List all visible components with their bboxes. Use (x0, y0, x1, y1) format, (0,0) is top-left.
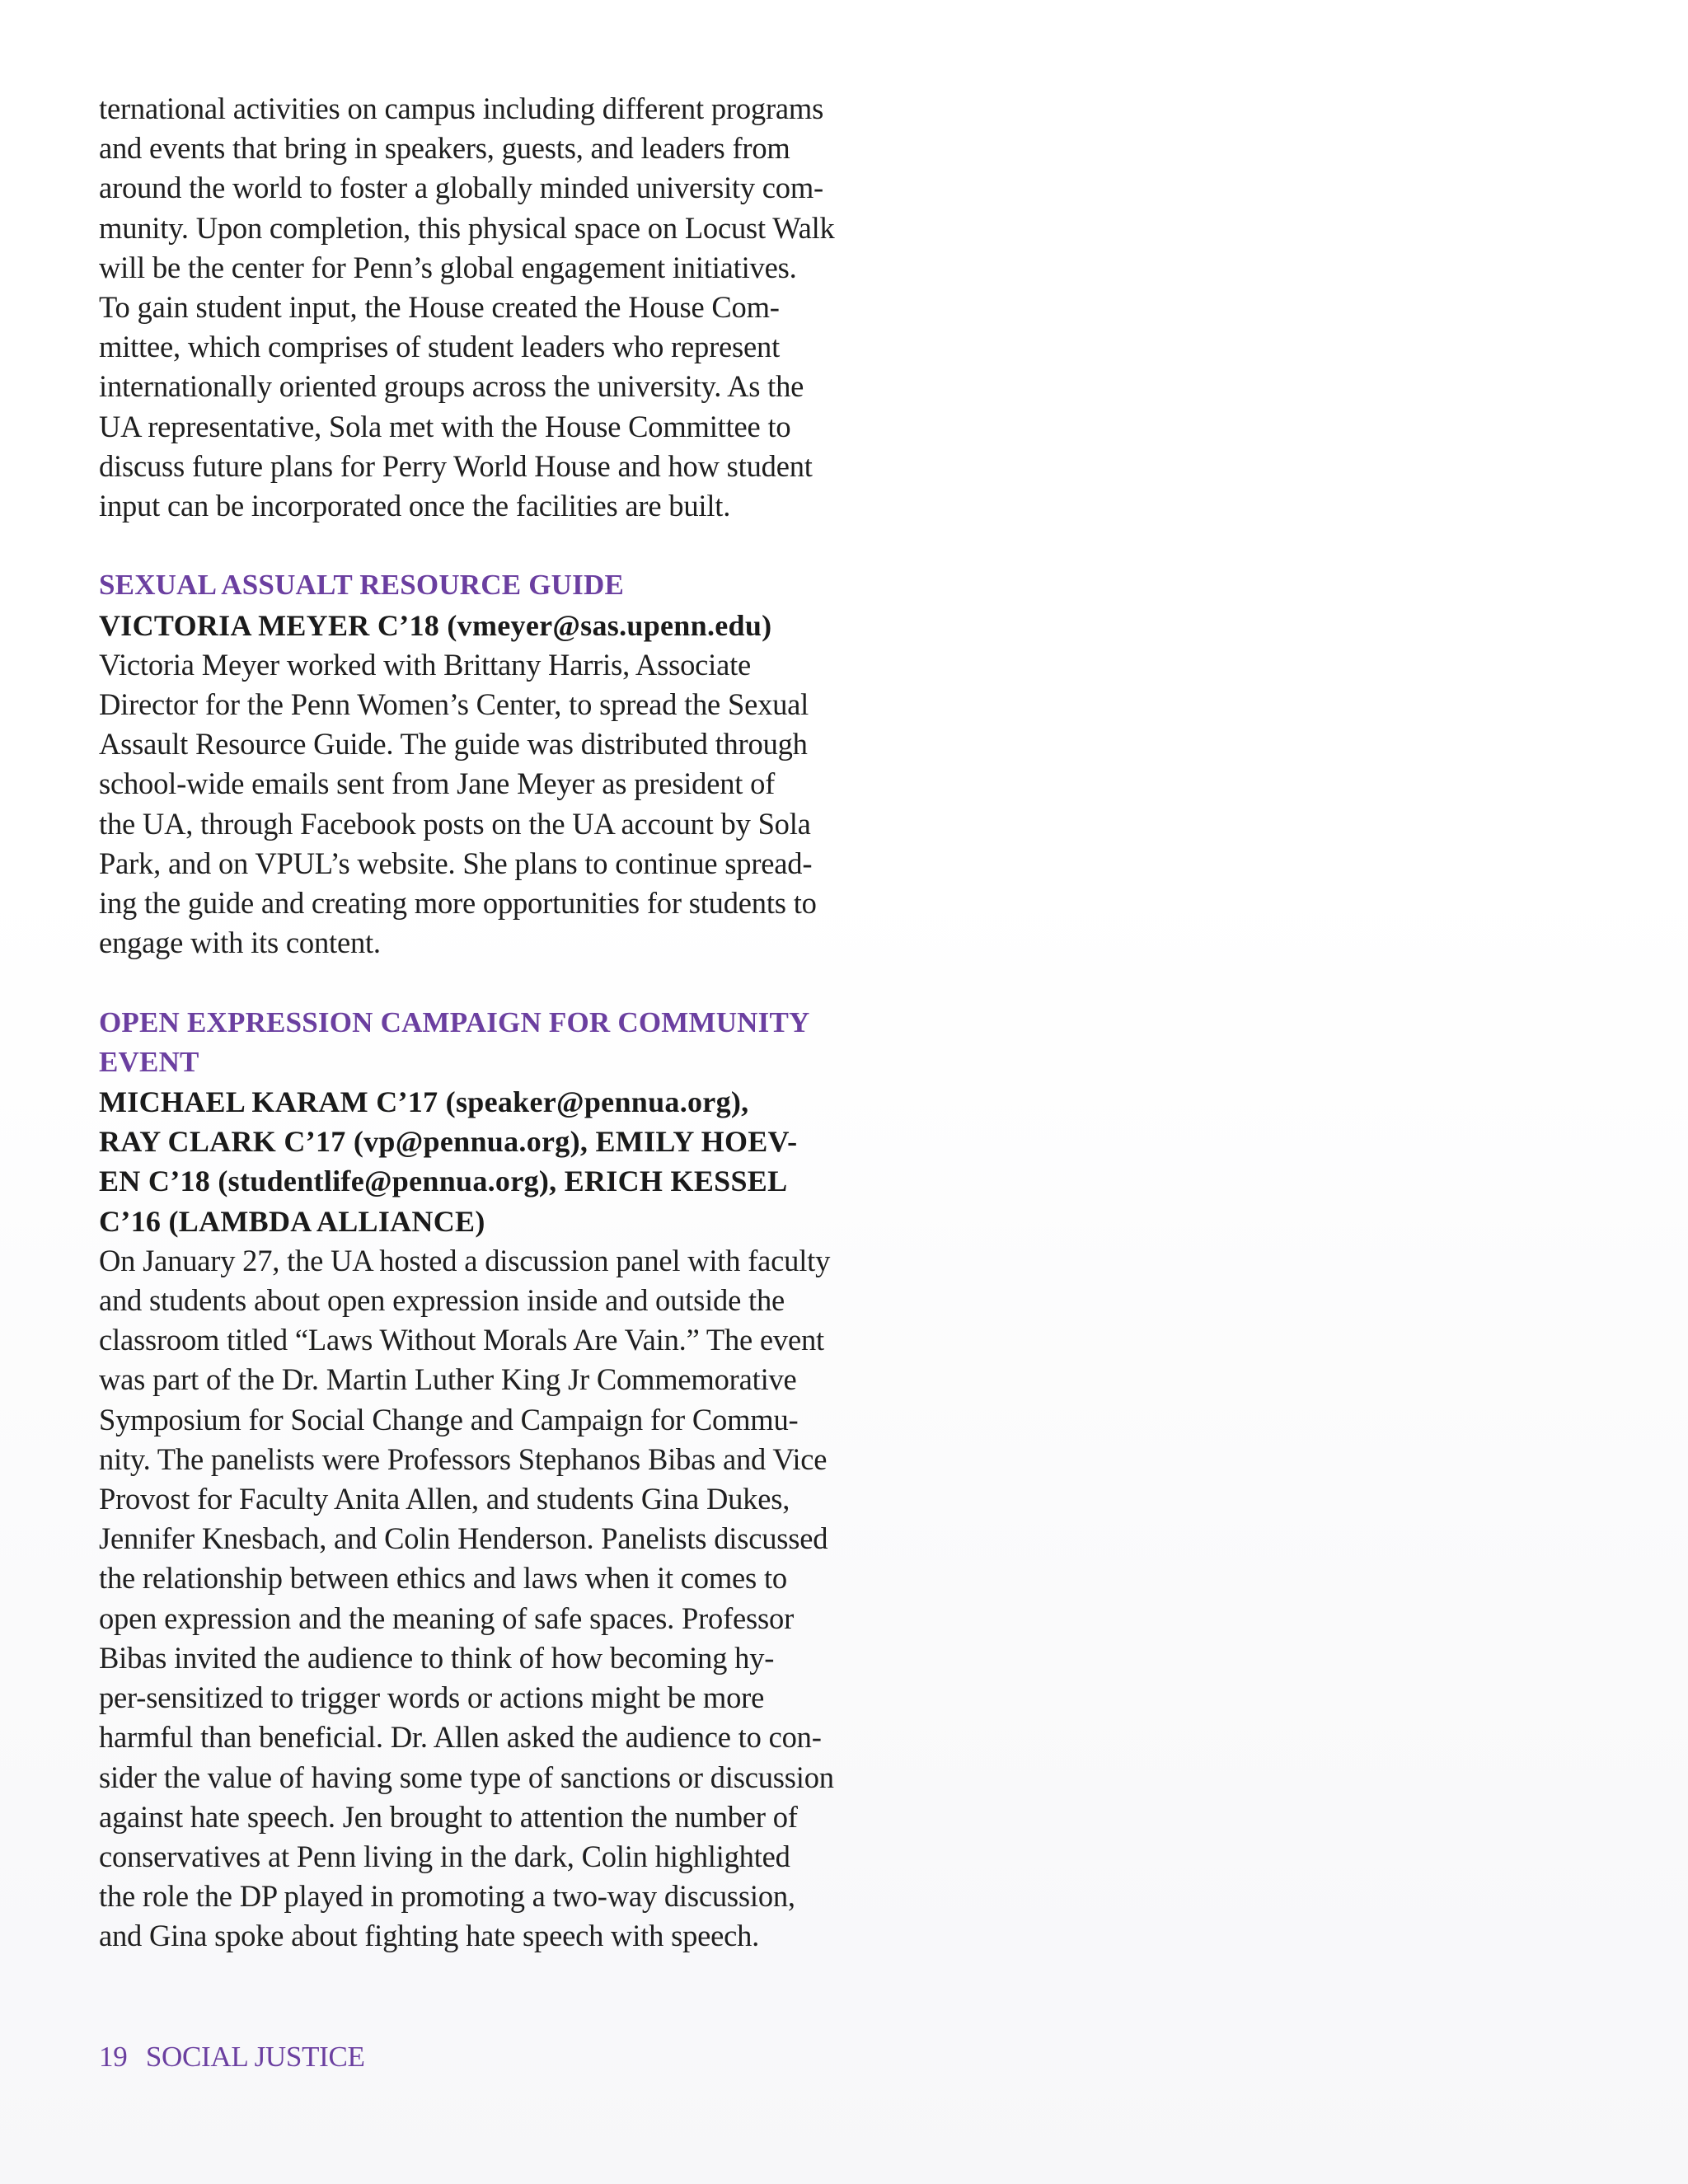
byline-line: VICTORIA MEYER C’18 (vmeyer@sas.upenn.edu) (99, 608, 772, 642)
footer-section-title: SOCIAL JUSTICE (145, 2041, 365, 2073)
text-line: mittee, which comprises of student leaders who represent (99, 330, 781, 364)
text-line: To gain student input, the House created the House Com- (99, 290, 780, 325)
text-line: harmful than beneficial. Dr. Allen asked the audience to con- (99, 1720, 822, 1755)
section-byline (99, 606, 841, 645)
text-line: Jennifer Knesbach, and Colin Henderson. Panelists discussed (99, 1521, 828, 1556)
text-line: school-wide emails sent from Jane Meyer as president of (99, 766, 776, 801)
text-line: conservatives at Penn living in the dark, Colin highlighted (99, 1839, 790, 1873)
text-line: and events that bring in speakers, guests, and leaders from (99, 131, 790, 166)
section-heading (99, 565, 841, 605)
text-line: against hate speech. Jen brought to attention the number of (99, 1799, 798, 1834)
text-line: Director for the Penn Women’s Center, to spread the Sexual (99, 687, 809, 722)
text-line: Victoria Meyer worked with Brittany Harris, Associate (99, 647, 752, 682)
text-line: and students about open expression inside and outside the (99, 1283, 785, 1318)
heading-line: EVENT (99, 1045, 199, 1078)
intro-paragraph (99, 89, 841, 526)
text-line: nity. The panelists were Professors Stephanos Bibas and Vice (99, 1441, 828, 1476)
byline-line: EN C’18 (studentlife@pennua.org), ERICH KESSEL (99, 1165, 788, 1198)
byline-line: C’16 (LAMBDA ALLIANCE) (99, 1204, 485, 1238)
text-column (99, 89, 841, 1957)
text-line: open expression and the meaning of safe spaces. Professor (99, 1601, 795, 1635)
text-line: the role the DP played in promoting a two-way discussion, (99, 1879, 795, 1914)
text-line: munity. Upon completion, this physical space on Locust Walk (99, 210, 835, 245)
text-line: the UA, through Facebook posts on the UA account by Sola (99, 806, 811, 841)
text-line: engage with its content. (99, 926, 381, 960)
text-line: around the world to foster a globally minded university com- (99, 171, 824, 205)
text-line: On January 27, the UA hosted a discussion panel with faculty (99, 1243, 831, 1277)
byline-line: RAY CLARK C’17 (vp@pennua.org), EMILY HOEV- (99, 1125, 798, 1159)
text-line: Symposium for Social Change and Campaign for Commu- (99, 1402, 799, 1436)
section-body (99, 1241, 841, 1957)
section-open-expression (99, 1003, 841, 1957)
text-line: will be the center for Penn’s global engagement initiatives. (99, 250, 797, 284)
text-line: discuss future plans for Perry World House and how student (99, 448, 813, 483)
text-line: Park, and on VPUL’s website. She plans to continue spread- (99, 846, 813, 880)
text-line: was part of the Dr. Martin Luther King Jr Commemorative (99, 1362, 797, 1397)
text-line: classroom titled “Laws Without Morals Are Vain.” The event (99, 1323, 824, 1357)
text-line: Provost for Faculty Anita Allen, and students Gina Dukes, (99, 1482, 790, 1516)
page-number: 19 (99, 2041, 128, 2073)
byline-line: MICHAEL KARAM C’17 (speaker@pennua.org), (99, 1085, 749, 1119)
text-line: internationally oriented groups across the university. As the (99, 369, 804, 404)
text-line: Assault Resource Guide. The guide was distributed through (99, 727, 808, 762)
section-heading (99, 1003, 841, 1082)
text-line: UA representative, Sola met with the House Committee to (99, 409, 791, 443)
section-body (99, 645, 841, 963)
text-line: ternational activities on campus including different programs (99, 91, 824, 125)
section-sexual-assault-guide (99, 565, 841, 963)
text-line: the relationship between ethics and laws when it comes to (99, 1561, 787, 1596)
text-line: Bibas invited the audience to think of how becoming hy- (99, 1640, 775, 1675)
text-line: and Gina spoke about fighting hate speech with speech. (99, 1919, 760, 1953)
section-byline (99, 1082, 841, 1241)
text-line: sider the value of having some type of sanctions or discussion (99, 1760, 834, 1794)
text-line: per-sensitized to trigger words or actions might be more (99, 1680, 765, 1715)
page-footer (99, 2041, 365, 2074)
text-line: input can be incorporated once the facilities are built. (99, 489, 731, 523)
heading-line: OPEN EXPRESSION CAMPAIGN FOR COMMUNITY (99, 1005, 810, 1038)
heading-line: SEXUAL ASSUALT RESOURCE GUIDE (99, 569, 624, 602)
text-line: ing the guide and creating more opportunities for students to (99, 886, 817, 921)
